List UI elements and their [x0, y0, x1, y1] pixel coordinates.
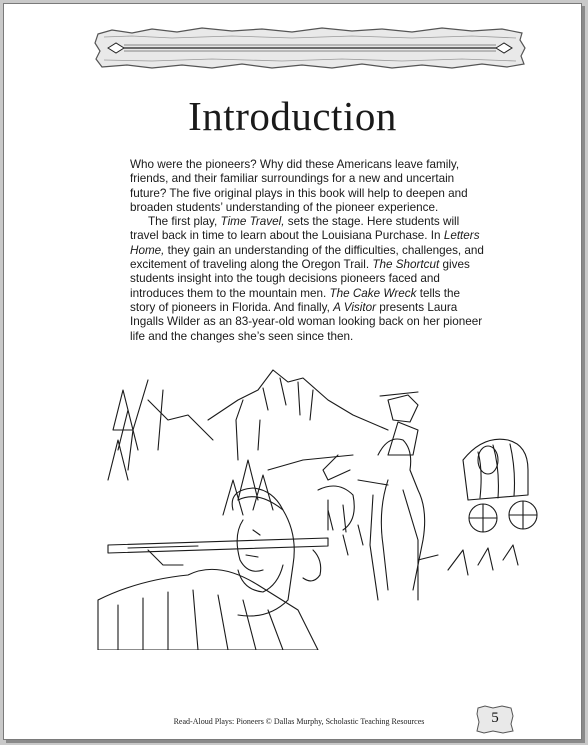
play-title: The Shortcut [372, 258, 440, 272]
page-number-tab [475, 704, 515, 734]
play-title: Time Travel, [220, 215, 285, 229]
torn-paper-banner [92, 24, 528, 72]
intro-text [130, 158, 486, 344]
text-run: they gain an understanding of the difficulties, challenges, and excitement of traveling along the Oregon Trail. [130, 243, 484, 272]
text-run: presents Laura Ingalls Wilder as an 83-year-old woman looking back on her pioneer life and the changes she’s seen since then. [130, 300, 483, 343]
play-title: The Cake Wreck [329, 286, 417, 300]
play-title: A Visitor [333, 300, 376, 314]
text-run: sets the stage. Here students will travel back in time to learn about the Louisiana Purchase. In [130, 215, 460, 243]
play-title: Letters Home, [130, 229, 480, 257]
paragraph-1: Who were the pioneers? Why did these Americans leave family, friends, and their familiar surroundings for a new and uncertain future? The five original plays in this book will help to deepen and broaden students’ understanding of the pioneer experience. [130, 158, 468, 214]
footer-credit: Read-Aloud Plays: Pioneers © Dallas Murphy, Scholastic Teaching Resources [173, 717, 425, 726]
text-run: gives students insight into the tough decisions pioneers faced and introduces them to the mountain men. [130, 258, 470, 300]
text-run: The first play, [148, 215, 221, 229]
page-number: 5 [491, 710, 499, 726]
page [3, 3, 582, 740]
paragraph-2 [130, 215, 486, 344]
text-run: tells the story of pioneers in Florida. And finally, [130, 286, 461, 314]
pioneer-illustration [88, 360, 538, 650]
page-title: Introduction [188, 93, 397, 139]
